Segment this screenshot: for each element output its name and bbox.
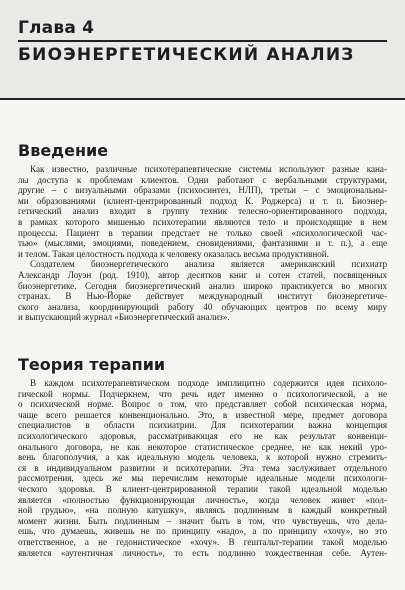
text-line: процессы. Пациент в терапии предстает не только своей «психологической час- bbox=[18, 227, 387, 238]
text-line: другие – с визуальными образами (психосинтез, НЛП), третьи – с эмоциональны- bbox=[18, 185, 387, 196]
section-heading-introduction: Введение bbox=[18, 141, 109, 160]
chapter-header bbox=[0, 0, 405, 100]
text-line: ми образованиями (клиент-центрированный подход К. Роджерса) и т. п. Биоэнер- bbox=[18, 195, 387, 206]
text-line: является «полностью функционирующая личность», когда человек живет «пол- bbox=[18, 494, 387, 505]
text-line: ся в индивидуальном развитии и психотерапии. Эта тема заслуживает отдельного bbox=[18, 462, 387, 473]
text-line: биоэнергетике. Сегодня биоэнергетический анализ широко практикуется во многих bbox=[18, 280, 387, 291]
text-line: рассмотрения, здесь же мы перечислим некоторые идеальные модели психологи- bbox=[18, 473, 387, 484]
text-line: ответственное, а не гедонистическое «хочу». В гештальт-терапии такой моделью bbox=[18, 536, 387, 547]
text-line: момент жизни. Быть подлинным – значит быть в том, что чувствуешь, что дела- bbox=[18, 515, 387, 526]
text-line: гической нормы. Подчеркнем, что речь идет именно о психологической, а не bbox=[18, 388, 387, 399]
therapy-theory-text bbox=[18, 378, 387, 558]
chapter-divider bbox=[18, 40, 387, 42]
text-line: о психической норме. Вопрос о том, что представляет собой психическая норма, bbox=[18, 399, 387, 410]
introduction-text bbox=[18, 164, 387, 323]
text-line: в рамках которого мишенью психотерапии являются тело и происходящие в нем bbox=[18, 216, 387, 227]
text-line: является «аутентичная личность», то есть подлинно тождественная себе. Аутен- bbox=[18, 547, 387, 558]
text-line: Александр Лоуэн (род. 1910), автор десятков книг и сотен статей, посвященных bbox=[18, 269, 387, 280]
text-line: ешь, что думаешь, живешь не по принципу «надо», а по принципу «хочу», но это bbox=[18, 526, 387, 537]
text-line: специалистов в области психиатрии. Для психотерапии важна концепция bbox=[18, 420, 387, 431]
text-line: лы доступа к проблемам клиентов. Одни работают с вербальными структурами, bbox=[18, 174, 387, 185]
text-line: онального договора, не как некоторое статистическое среднее, не как некий уро- bbox=[18, 441, 387, 452]
text-line: Как известно, различные психотерапевтические системы используют разные кана- bbox=[30, 164, 387, 174]
text-line: чаще всего решается конвенционально. Это, в известной мере, предмет договора bbox=[18, 409, 387, 420]
text-line: гетический анализ входит в группу техник телесно-ориентированного подхода, bbox=[18, 206, 387, 217]
text-line: и телом. Такая целостность подхода к человеку оказалась весьма продуктивной. bbox=[18, 248, 329, 259]
text-line: психологического здоровья, рассматривающая его не как результат конвенци- bbox=[18, 430, 387, 441]
text-line: вень благополучия, а как идеальную модель человека, к которой нужно стремить- bbox=[18, 452, 387, 463]
section-heading-therapy-theory: Теория терапии bbox=[18, 355, 166, 374]
chapter-title: БИОЭНЕРГЕТИЧЕСКИЙ АНАЛИЗ bbox=[18, 45, 355, 65]
text-line: тью» (мыслями, эмоциями, поведением, сновидениями, фантазиями и т. п.), а еще bbox=[18, 238, 387, 249]
text-line: Создателем биоэнергетического анализа является американский психиатр bbox=[30, 259, 387, 270]
text-line: ческого здоровья. В клиент-центрированной терапии такой идеальной моделью bbox=[18, 483, 387, 494]
text-line: ского анализа, координирующий работу 40 обучающих центров по всему миру bbox=[18, 301, 387, 312]
chapter-label: Глава 4 bbox=[18, 18, 95, 38]
text-line: странах. В Нью-Йорке действует международный институт биоэнергетиче- bbox=[18, 291, 387, 302]
text-line: ной грудью», «на полную катушку», являясь подлинным в каждый конкретный bbox=[18, 505, 387, 516]
text-line: В каждом психотерапевтическом подходе имплицитно содержится идея психоло- bbox=[30, 378, 387, 388]
text-line: и выпускающий журнал «Биоэнергетический анализ». bbox=[18, 312, 230, 323]
